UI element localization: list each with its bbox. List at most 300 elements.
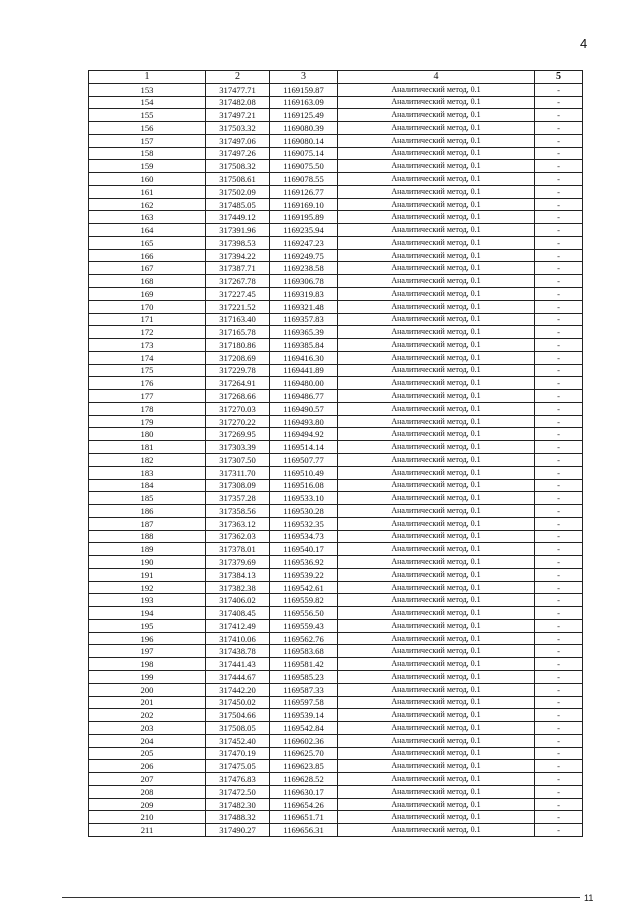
- method-cell: Аналитический метод, 0.1: [338, 109, 535, 122]
- point-number-cell: 185: [89, 492, 206, 505]
- note-cell: -: [535, 313, 583, 326]
- coord-x-cell: 317382.38: [206, 581, 270, 594]
- table-row: [89, 441, 583, 454]
- method-cell: Аналитический метод, 0.1: [338, 696, 535, 709]
- table-row: [89, 147, 583, 160]
- note-cell: -: [535, 773, 583, 786]
- table-row: [89, 173, 583, 186]
- table-row: [89, 658, 583, 671]
- method-cell: Аналитический метод, 0.1: [338, 262, 535, 275]
- method-cell: Аналитический метод, 0.1: [338, 211, 535, 224]
- table-row: [89, 453, 583, 466]
- coord-y-cell: 1169532.35: [270, 517, 338, 530]
- method-cell: Аналитический метод, 0.1: [338, 160, 535, 173]
- method-cell: Аналитический метод, 0.1: [338, 632, 535, 645]
- method-cell: Аналитический метод, 0.1: [338, 122, 535, 135]
- coord-y-cell: 1169235.94: [270, 224, 338, 237]
- note-cell: -: [535, 300, 583, 313]
- point-number-cell: 189: [89, 543, 206, 556]
- coord-y-cell: 1169602.36: [270, 734, 338, 747]
- method-cell: Аналитический метод, 0.1: [338, 236, 535, 249]
- coord-y-cell: 1169539.22: [270, 568, 338, 581]
- note-cell: -: [535, 530, 583, 543]
- note-cell: -: [535, 734, 583, 747]
- point-number-cell: 207: [89, 773, 206, 786]
- method-cell: Аналитический метод, 0.1: [338, 773, 535, 786]
- coord-y-cell: 1169654.26: [270, 798, 338, 811]
- note-cell: -: [535, 517, 583, 530]
- note-cell: -: [535, 441, 583, 454]
- method-cell: Аналитический метод, 0.1: [338, 185, 535, 198]
- table-row: [89, 275, 583, 288]
- note-cell: -: [535, 543, 583, 556]
- point-number-cell: 176: [89, 377, 206, 390]
- coord-y-cell: 1169656.31: [270, 824, 338, 837]
- coord-y-cell: 1169628.52: [270, 773, 338, 786]
- table-row: [89, 709, 583, 722]
- page-number: 4: [580, 36, 588, 51]
- table-row: [89, 785, 583, 798]
- coord-y-cell: 1169581.42: [270, 658, 338, 671]
- point-number-cell: 193: [89, 594, 206, 607]
- coord-x-cell: 317482.30: [206, 798, 270, 811]
- method-cell: Аналитический метод, 0.1: [338, 313, 535, 326]
- table-row: [89, 760, 583, 773]
- coord-y-cell: 1169080.14: [270, 134, 338, 147]
- table-row: [89, 696, 583, 709]
- point-number-cell: 186: [89, 505, 206, 518]
- table-row: [89, 722, 583, 735]
- coord-x-cell: 317485.05: [206, 198, 270, 211]
- table-row: [89, 428, 583, 441]
- coord-x-cell: 317391.96: [206, 224, 270, 237]
- point-number-cell: 190: [89, 556, 206, 569]
- method-cell: Аналитический метод, 0.1: [338, 798, 535, 811]
- point-number-cell: 209: [89, 798, 206, 811]
- method-cell: Аналитический метод, 0.1: [338, 556, 535, 569]
- note-cell: -: [535, 683, 583, 696]
- coord-y-cell: 1169159.87: [270, 83, 338, 96]
- coord-x-cell: 317379.69: [206, 556, 270, 569]
- coord-x-cell: 317227.45: [206, 288, 270, 301]
- coord-y-cell: 1169540.17: [270, 543, 338, 556]
- table-row: [89, 185, 583, 198]
- coord-y-cell: 1169126.77: [270, 185, 338, 198]
- point-number-cell: 180: [89, 428, 206, 441]
- coord-y-cell: 1169249.75: [270, 249, 338, 262]
- table-row: [89, 134, 583, 147]
- coord-y-cell: 1169534.73: [270, 530, 338, 543]
- note-cell: -: [535, 415, 583, 428]
- method-cell: Аналитический метод, 0.1: [338, 364, 535, 377]
- coord-x-cell: 317508.05: [206, 722, 270, 735]
- header-col-1: 1: [89, 71, 206, 84]
- point-number-cell: 201: [89, 696, 206, 709]
- method-cell: Аналитический метод, 0.1: [338, 377, 535, 390]
- coord-y-cell: 1169559.82: [270, 594, 338, 607]
- note-cell: -: [535, 453, 583, 466]
- method-cell: Аналитический метод, 0.1: [338, 147, 535, 160]
- note-cell: -: [535, 594, 583, 607]
- table-row: [89, 734, 583, 747]
- coord-y-cell: 1169486.77: [270, 390, 338, 403]
- coord-y-cell: 1169365.39: [270, 326, 338, 339]
- point-number-cell: 166: [89, 249, 206, 262]
- coord-x-cell: 317358.56: [206, 505, 270, 518]
- coord-y-cell: 1169514.14: [270, 441, 338, 454]
- table-row: [89, 198, 583, 211]
- method-cell: Аналитический метод, 0.1: [338, 619, 535, 632]
- point-number-cell: 172: [89, 326, 206, 339]
- table-row: [89, 479, 583, 492]
- coord-x-cell: 317268.66: [206, 390, 270, 403]
- coordinates-table: [88, 70, 583, 837]
- note-cell: -: [535, 211, 583, 224]
- point-number-cell: 198: [89, 658, 206, 671]
- note-cell: -: [535, 288, 583, 301]
- table-row: [89, 364, 583, 377]
- coord-x-cell: 317438.78: [206, 645, 270, 658]
- method-cell: Аналитический метод, 0.1: [338, 479, 535, 492]
- method-cell: Аналитический метод, 0.1: [338, 198, 535, 211]
- method-cell: Аналитический метод, 0.1: [338, 581, 535, 594]
- coord-x-cell: 317508.32: [206, 160, 270, 173]
- coord-y-cell: 1169516.08: [270, 479, 338, 492]
- point-number-cell: 169: [89, 288, 206, 301]
- coord-y-cell: 1169533.10: [270, 492, 338, 505]
- point-number-cell: 179: [89, 415, 206, 428]
- note-cell: -: [535, 785, 583, 798]
- note-cell: -: [535, 607, 583, 620]
- method-cell: Аналитический метод, 0.1: [338, 402, 535, 415]
- table-row: [89, 249, 583, 262]
- method-cell: Аналитический метод, 0.1: [338, 594, 535, 607]
- coord-x-cell: 317452.40: [206, 734, 270, 747]
- coord-x-cell: 317384.13: [206, 568, 270, 581]
- note-cell: -: [535, 109, 583, 122]
- coord-x-cell: 317307.50: [206, 453, 270, 466]
- table-row: [89, 288, 583, 301]
- coord-x-cell: 317163.40: [206, 313, 270, 326]
- coord-x-cell: 317502.09: [206, 185, 270, 198]
- coord-y-cell: 1169441.89: [270, 364, 338, 377]
- method-cell: Аналитический метод, 0.1: [338, 670, 535, 683]
- coord-y-cell: 1169075.50: [270, 160, 338, 173]
- coord-y-cell: 1169510.49: [270, 466, 338, 479]
- method-cell: Аналитический метод, 0.1: [338, 722, 535, 735]
- coord-x-cell: 317362.03: [206, 530, 270, 543]
- coord-y-cell: 1169490.57: [270, 402, 338, 415]
- coord-y-cell: 1169494.92: [270, 428, 338, 441]
- note-cell: -: [535, 824, 583, 837]
- coord-y-cell: 1169539.14: [270, 709, 338, 722]
- point-number-cell: 165: [89, 236, 206, 249]
- table-row: [89, 607, 583, 620]
- note-cell: -: [535, 96, 583, 109]
- note-cell: -: [535, 722, 583, 735]
- coord-x-cell: 317270.03: [206, 402, 270, 415]
- note-cell: -: [535, 658, 583, 671]
- coord-x-cell: 317394.22: [206, 249, 270, 262]
- method-cell: Аналитический метод, 0.1: [338, 173, 535, 186]
- method-cell: Аналитический метод, 0.1: [338, 453, 535, 466]
- table-row: [89, 773, 583, 786]
- table-row: [89, 466, 583, 479]
- table-row: [89, 313, 583, 326]
- note-cell: -: [535, 556, 583, 569]
- method-cell: Аналитический метод, 0.1: [338, 415, 535, 428]
- note-cell: -: [535, 339, 583, 352]
- note-cell: -: [535, 173, 583, 186]
- note-cell: -: [535, 185, 583, 198]
- point-number-cell: 157: [89, 134, 206, 147]
- coord-y-cell: 1169357.83: [270, 313, 338, 326]
- note-cell: -: [535, 696, 583, 709]
- point-number-cell: 199: [89, 670, 206, 683]
- coord-y-cell: 1169075.14: [270, 147, 338, 160]
- note-cell: -: [535, 632, 583, 645]
- method-cell: Аналитический метод, 0.1: [338, 568, 535, 581]
- coord-x-cell: 317497.06: [206, 134, 270, 147]
- note-cell: -: [535, 147, 583, 160]
- note-cell: -: [535, 568, 583, 581]
- note-cell: -: [535, 122, 583, 135]
- coord-x-cell: 317476.83: [206, 773, 270, 786]
- point-number-cell: 200: [89, 683, 206, 696]
- coord-x-cell: 317269.95: [206, 428, 270, 441]
- coord-y-cell: 1169125.49: [270, 109, 338, 122]
- coord-x-cell: 317504.66: [206, 709, 270, 722]
- point-number-cell: 202: [89, 709, 206, 722]
- coord-y-cell: 1169536.92: [270, 556, 338, 569]
- coord-y-cell: 1169530.28: [270, 505, 338, 518]
- point-number-cell: 187: [89, 517, 206, 530]
- point-number-cell: 175: [89, 364, 206, 377]
- coord-y-cell: 1169319.83: [270, 288, 338, 301]
- point-number-cell: 156: [89, 122, 206, 135]
- note-cell: -: [535, 236, 583, 249]
- coord-y-cell: 1169587.33: [270, 683, 338, 696]
- coord-y-cell: 1169163.09: [270, 96, 338, 109]
- table-row: [89, 109, 583, 122]
- note-cell: -: [535, 479, 583, 492]
- note-cell: -: [535, 402, 583, 415]
- table-row: [89, 747, 583, 760]
- table-row: [89, 224, 583, 237]
- table-body: [89, 83, 583, 836]
- method-cell: Аналитический метод, 0.1: [338, 224, 535, 237]
- method-cell: Аналитический метод, 0.1: [338, 709, 535, 722]
- point-number-cell: 164: [89, 224, 206, 237]
- method-cell: Аналитический метод, 0.1: [338, 517, 535, 530]
- coord-x-cell: 317475.05: [206, 760, 270, 773]
- coord-y-cell: 1169507.77: [270, 453, 338, 466]
- method-cell: Аналитический метод, 0.1: [338, 390, 535, 403]
- method-cell: Аналитический метод, 0.1: [338, 505, 535, 518]
- method-cell: Аналитический метод, 0.1: [338, 466, 535, 479]
- coord-y-cell: 1169556.50: [270, 607, 338, 620]
- note-cell: -: [535, 492, 583, 505]
- method-cell: Аналитический метод, 0.1: [338, 530, 535, 543]
- table-row: [89, 798, 583, 811]
- point-number-cell: 211: [89, 824, 206, 837]
- table-row: [89, 339, 583, 352]
- note-cell: -: [535, 262, 583, 275]
- note-cell: -: [535, 377, 583, 390]
- method-cell: Аналитический метод, 0.1: [338, 351, 535, 364]
- table-row: [89, 543, 583, 556]
- method-cell: Аналитический метод, 0.1: [338, 96, 535, 109]
- method-cell: Аналитический метод, 0.1: [338, 734, 535, 747]
- table-row: [89, 619, 583, 632]
- point-number-cell: 188: [89, 530, 206, 543]
- coord-x-cell: 317449.12: [206, 211, 270, 224]
- note-cell: -: [535, 326, 583, 339]
- coord-x-cell: 317267.78: [206, 275, 270, 288]
- table-row: [89, 530, 583, 543]
- coord-x-cell: 317357.28: [206, 492, 270, 505]
- method-cell: Аналитический метод, 0.1: [338, 134, 535, 147]
- point-number-cell: 174: [89, 351, 206, 364]
- coord-x-cell: 317180.86: [206, 339, 270, 352]
- coord-x-cell: 317311.70: [206, 466, 270, 479]
- note-cell: -: [535, 390, 583, 403]
- note-cell: -: [535, 581, 583, 594]
- note-cell: -: [535, 505, 583, 518]
- note-cell: -: [535, 760, 583, 773]
- note-cell: -: [535, 224, 583, 237]
- point-number-cell: 195: [89, 619, 206, 632]
- coord-x-cell: 317165.78: [206, 326, 270, 339]
- note-cell: -: [535, 198, 583, 211]
- coord-x-cell: 317497.21: [206, 109, 270, 122]
- coord-y-cell: 1169080.39: [270, 122, 338, 135]
- coord-x-cell: 317410.06: [206, 632, 270, 645]
- coord-x-cell: 317482.08: [206, 96, 270, 109]
- table-row: [89, 390, 583, 403]
- table-row: [89, 568, 583, 581]
- coord-y-cell: 1169480.00: [270, 377, 338, 390]
- method-cell: Аналитический метод, 0.1: [338, 683, 535, 696]
- table-row: [89, 645, 583, 658]
- coord-x-cell: 317503.32: [206, 122, 270, 135]
- table-row: [89, 83, 583, 96]
- method-cell: Аналитический метод, 0.1: [338, 300, 535, 313]
- coord-x-cell: 317270.22: [206, 415, 270, 428]
- table-row: [89, 326, 583, 339]
- point-number-cell: 153: [89, 83, 206, 96]
- table-row: [89, 683, 583, 696]
- point-number-cell: 197: [89, 645, 206, 658]
- coord-x-cell: 317477.71: [206, 83, 270, 96]
- point-number-cell: 208: [89, 785, 206, 798]
- point-number-cell: 178: [89, 402, 206, 415]
- point-number-cell: 204: [89, 734, 206, 747]
- coord-x-cell: 317308.09: [206, 479, 270, 492]
- table-row: [89, 505, 583, 518]
- point-number-cell: 196: [89, 632, 206, 645]
- coord-x-cell: 317229.78: [206, 364, 270, 377]
- table-row: [89, 517, 583, 530]
- table-row: [89, 122, 583, 135]
- coord-y-cell: 1169559.43: [270, 619, 338, 632]
- point-number-cell: 168: [89, 275, 206, 288]
- coord-y-cell: 1169238.58: [270, 262, 338, 275]
- point-number-cell: 205: [89, 747, 206, 760]
- method-cell: Аналитический метод, 0.1: [338, 785, 535, 798]
- table-row: [89, 236, 583, 249]
- method-cell: Аналитический метод, 0.1: [338, 543, 535, 556]
- method-cell: Аналитический метод, 0.1: [338, 492, 535, 505]
- header-col-3: 3: [270, 71, 338, 84]
- table-row: [89, 492, 583, 505]
- coord-y-cell: 1169597.58: [270, 696, 338, 709]
- note-cell: -: [535, 160, 583, 173]
- point-number-cell: 203: [89, 722, 206, 735]
- header-col-5: 5: [535, 71, 583, 84]
- coord-x-cell: 317490.27: [206, 824, 270, 837]
- point-number-cell: 194: [89, 607, 206, 620]
- table-row: [89, 670, 583, 683]
- coord-x-cell: 317470.19: [206, 747, 270, 760]
- coord-y-cell: 1169078.55: [270, 173, 338, 186]
- coord-x-cell: 317441.43: [206, 658, 270, 671]
- table-row: [89, 160, 583, 173]
- coord-y-cell: 1169169.10: [270, 198, 338, 211]
- coord-x-cell: 317408.45: [206, 607, 270, 620]
- table-row: [89, 632, 583, 645]
- coord-x-cell: 317303.39: [206, 441, 270, 454]
- table-row: [89, 351, 583, 364]
- point-number-cell: 170: [89, 300, 206, 313]
- coord-x-cell: 317398.53: [206, 236, 270, 249]
- coord-y-cell: 1169416.30: [270, 351, 338, 364]
- note-cell: -: [535, 249, 583, 262]
- table-row: [89, 824, 583, 837]
- method-cell: Аналитический метод, 0.1: [338, 760, 535, 773]
- note-cell: -: [535, 798, 583, 811]
- coord-y-cell: 1169625.70: [270, 747, 338, 760]
- method-cell: Аналитический метод, 0.1: [338, 249, 535, 262]
- method-cell: Аналитический метод, 0.1: [338, 326, 535, 339]
- coord-y-cell: 1169306.78: [270, 275, 338, 288]
- point-number-cell: 155: [89, 109, 206, 122]
- coord-x-cell: 317412.49: [206, 619, 270, 632]
- table-row: [89, 377, 583, 390]
- coord-y-cell: 1169623.85: [270, 760, 338, 773]
- method-cell: Аналитический метод, 0.1: [338, 747, 535, 760]
- note-cell: -: [535, 619, 583, 632]
- point-number-cell: 163: [89, 211, 206, 224]
- table-row: [89, 581, 583, 594]
- coord-y-cell: 1169583.68: [270, 645, 338, 658]
- coord-x-cell: 317472.50: [206, 785, 270, 798]
- method-cell: Аналитический метод, 0.1: [338, 811, 535, 824]
- method-cell: Аналитический метод, 0.1: [338, 339, 535, 352]
- method-cell: Аналитический метод, 0.1: [338, 83, 535, 96]
- note-cell: -: [535, 275, 583, 288]
- point-number-cell: 171: [89, 313, 206, 326]
- coord-x-cell: 317497.26: [206, 147, 270, 160]
- note-cell: -: [535, 709, 583, 722]
- point-number-cell: 206: [89, 760, 206, 773]
- point-number-cell: 184: [89, 479, 206, 492]
- coord-x-cell: 317488.32: [206, 811, 270, 824]
- point-number-cell: 167: [89, 262, 206, 275]
- header-col-2: 2: [206, 71, 270, 84]
- table-row: [89, 415, 583, 428]
- point-number-cell: 191: [89, 568, 206, 581]
